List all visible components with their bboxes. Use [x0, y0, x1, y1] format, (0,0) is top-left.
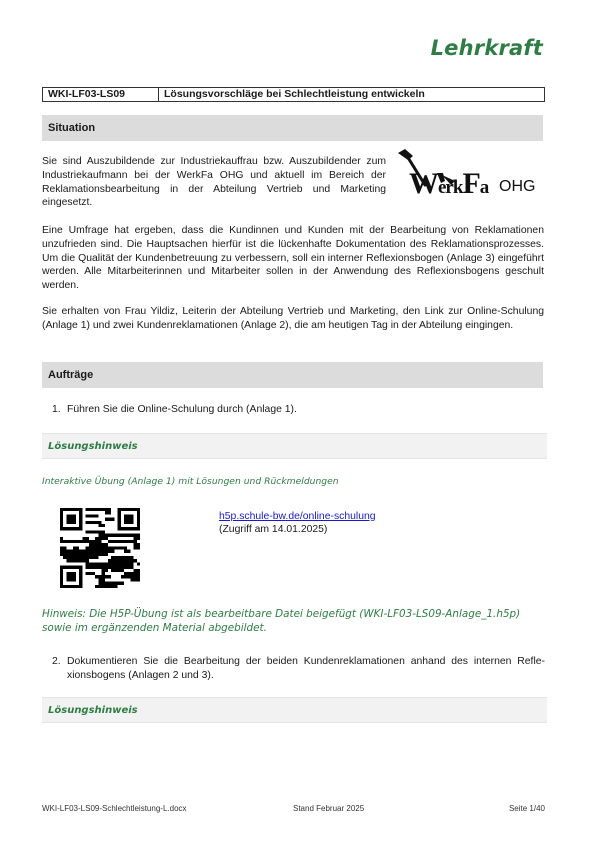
task-1-number: 1.: [52, 404, 61, 415]
task-1-text: Führen Sie die Online-Schulung durch (Anlage 1).: [67, 404, 297, 415]
situation-paragraph-1: Sie sind Auszubildende zur Industriekauffrau bzw. Auszubildender zum Industriekaufmann bei der WerkFa OHG und aktuell im Bereich der Reklamationsbearbeitung in der Abteilung Vertrieb und Marketing eingesetzt.: [42, 156, 386, 209]
footer-page-number: Seite 1/40: [508, 804, 545, 813]
document-title: Lösungsvorschläge bei Schlechtleistung entwickeln: [164, 88, 425, 100]
situation-heading: Situation: [42, 115, 543, 141]
auftraege-heading: Aufträge: [42, 362, 543, 388]
solution-hint-heading-2: Lösungshinweis: [42, 697, 547, 723]
task-2-text: Dokumentieren Sie die Bearbeitung der beiden Kundenreklamationen anhand des internen Reflexionsbogens (Anlagen 2 und 3).: [67, 656, 545, 681]
footer-stand: Stand Februar 2025: [293, 804, 365, 813]
access-date: (Zugriff am 14.01.2025): [219, 524, 328, 535]
role-label: Lehrkraft: [430, 36, 543, 60]
solution-hint-heading: Lösungshinweis: [42, 433, 547, 459]
document-id-table: [42, 87, 545, 102]
footer-filename: WKI-LF03-LS09-Schlechtleistung-L.docx: [42, 804, 187, 813]
online-training-link[interactable]: h5p.schule-bw.de/online-schulung: [219, 511, 376, 522]
hint-text: Interaktive Übung (Anlage 1) mit Lösungen und Rückmeldungen: [42, 476, 339, 487]
document-code: WKI-LF03-LS09: [43, 88, 159, 101]
qr-code: [60, 508, 140, 588]
situation-paragraph-2: Eine Umfrage hat ergeben, dass die Kundinnen und Kunden mit der Bearbeitung von Reklamationen unzufrieden sind. Die Hauptsachen hierfür ist die lückenhafte Dokumentation des Reklamationsprozesses. Um die Qualität der Kundenbetreuung zu verbessern, soll ein interner Reflexionsbogen (Anlage 3) eingeführt werden. Alle Mitarbeiterinnen und Mitarbeiter sollen in der Anwendung des Reflexionsbogens geschult werden.: [42, 225, 544, 292]
h5p-note: Hinweis: Die H5P-Übung ist als bearbeitbare Datei beigefügt (WKI-LF03-LS09-Anlage_1.h5p) sowie im ergänzenden Material abgebildet.: [42, 608, 521, 634]
logo-suffix: OHG: [499, 178, 536, 195]
situation-paragraph-3: Sie erhalten von Frau Yildiz, Leiterin der Abteilung Vertrieb und Marketing, den Link zur Online-Schulung (Anlage 1) und zwei Kundenreklamationen (Anlage 2), die am heutigen Tag in der Abteilung eingingen.: [42, 306, 544, 331]
task-2-number: 2.: [52, 656, 61, 667]
werkfa-logo: WerkFa OHG: [395, 147, 545, 207]
